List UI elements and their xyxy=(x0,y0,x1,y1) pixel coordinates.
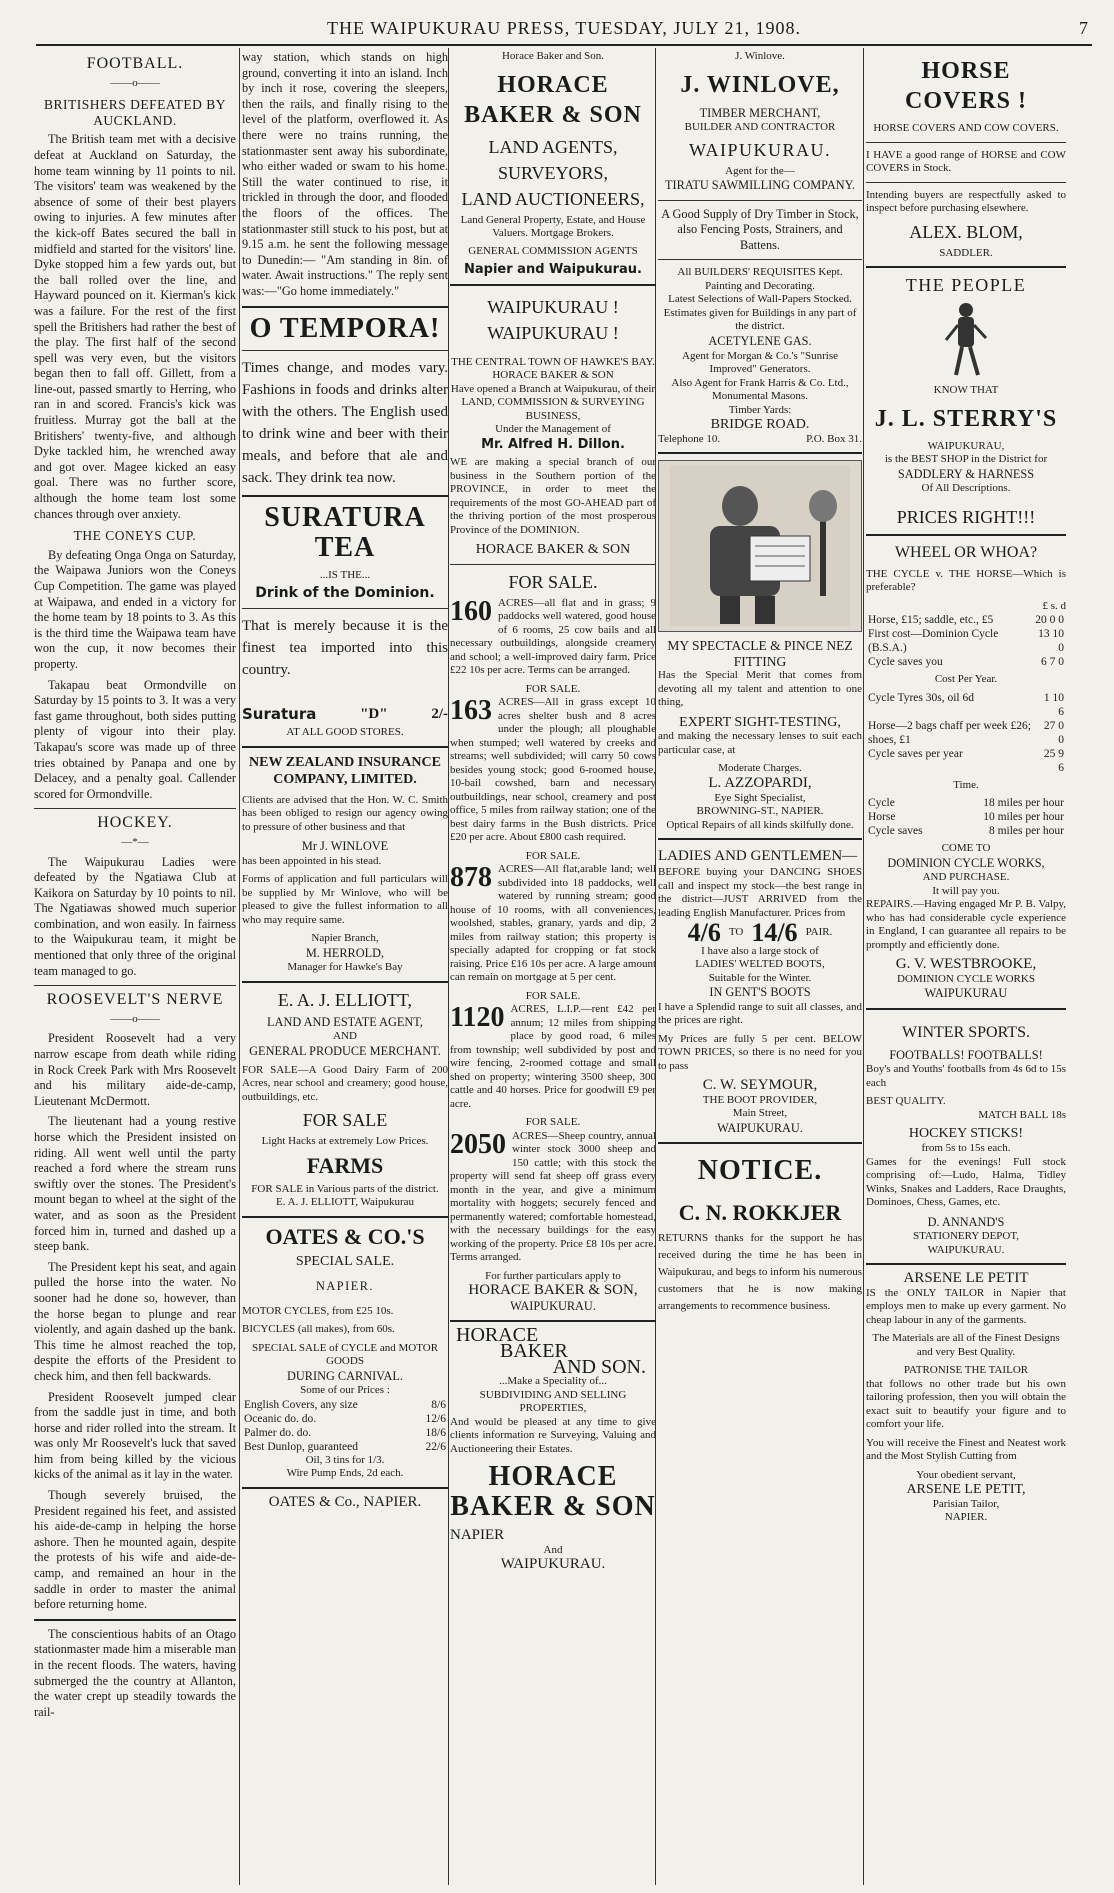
arsene-head: ARSENE LE PETIT xyxy=(903,1270,1029,1287)
hb-places: Napier and Waipukurau. xyxy=(464,262,642,277)
suratura-stores: AT ALL GOOD STORES. xyxy=(286,726,404,739)
hbs-subdiv: SUBDIVIDING AND SELLING PROPERTIES, xyxy=(479,1388,627,1415)
ladies-p1: BEFORE buying your DANCING SHOES call and inspect my stock—the best range in the district—JUST ARRIVED from the leading English Manufacturer. Prices from xyxy=(658,866,862,919)
property-desc: ACRES, L.I.P.—rent £42 per annum; 12 miles from shipping place by good road, 6 miles from township; well subdivided by post and wire fencing, 2-roomed cottage and small shed on property; wintering 3500 sheep, 300 cattle and 40 horses. Price for goodwill £9 per acre. xyxy=(450,1003,656,1110)
westbrooke-town: WAIPUKURAU xyxy=(924,986,1008,1001)
annand: D. ANNAND'S xyxy=(927,1214,1005,1229)
coneys-article: By defeating Onga Onga on Saturday, the Waipawa Juniors won the Coneys Cup Competition. The game was played at Waipawa, and ended in a victory for the home team by 18 points to 3. As this is the third time the Waipawa team have won the cup, it now becomes their property. xyxy=(34,547,236,671)
winter-best: BEST QUALITY. xyxy=(866,1095,946,1108)
table-row xyxy=(866,691,1066,719)
page-number: 7 xyxy=(1079,18,1088,38)
elliott-sale: FOR SALE—A Good Dairy Farm of 200 Acres, near school and creamery; good house, outbuildings, etc. xyxy=(242,1063,448,1103)
winlove-req: All BUILDERS' REQUISITES Kept. xyxy=(677,266,843,279)
elliott-farms-sub: FOR SALE in Various parts of the district. xyxy=(251,1182,439,1195)
price-value: 22/6 xyxy=(425,1440,446,1453)
hbs3: HORACE BAKER & SON, xyxy=(468,1282,638,1299)
blom-p2: Intending buyers are respectfully asked to inspect before purchasing elsewhere. xyxy=(866,188,1066,214)
we-make: WE are making a special branch of our business in the Southern portion of the PROVINCE, in order to meet the requirements of the most GO-AHEAD part of the thriving portion of the most prosperous Province of the DOMINION. xyxy=(450,456,656,536)
wheel-cost: Cost Per Year. xyxy=(934,673,998,686)
gents-p: I have a Splendid range to suit all classes, and the prices are right. xyxy=(658,1000,862,1027)
divider xyxy=(866,534,1066,536)
nz-insurance-name: Mr J. WINLOVE xyxy=(301,839,389,854)
hb-head: HORACE BAKER & SON xyxy=(464,71,642,128)
suratura-body: That is merely because it is the finest tea imported into this country. xyxy=(242,617,448,678)
oates-napier: NAPIER. xyxy=(316,1279,374,1294)
winlove-timber: TIMBER MERCHANT, xyxy=(699,105,821,120)
time-value: 10 miles per hour xyxy=(983,811,1064,824)
stationmaster-article: The conscientious habits of an Otago stationmaster made him a miserable man in the recent floods. The waters, having submerged the the country at Allanton, the water crept up steadily towards the rail- xyxy=(34,1626,236,1719)
suratura-grade: "D" xyxy=(360,705,388,722)
winlove-tiratu: TIRATU SAWMILLING COMPANY. xyxy=(665,178,855,193)
spec-repairs: Optical Repairs of all kinds skilfully done. xyxy=(666,818,854,831)
annand-depot: STATIONERY DEPOT, xyxy=(912,1230,1020,1243)
roosevelt-heading: ROOSEVELT'S NERVE xyxy=(46,991,224,1009)
wheel-head: WHEEL OR WHOA? xyxy=(894,543,1038,561)
winlove-town: WAIPUKURAU. xyxy=(689,139,831,160)
stationmaster-continued: way station, which stands on high ground, converting it into an island. Inch by inch it rose, covering the sleepers, then the rails, and finally rising to the level of the platform, overflowed it. As there were no trains running, the stationmaster sent away his subordinate, who either waded or swam to his home. Still the water continued to rise, it trickled in through the door, and flooded the floors of the offices. The stationmaster still stuck to his post, but at 9.15 a.m. he sent the following message to Dunedin:— "Am standing in 8in. of water. Await instructions." The reply sent was:—"Go home immediately." xyxy=(242,50,448,298)
spec-head: MY SPECTACLE & PINCE NEZ FITTING xyxy=(667,638,853,669)
football-article: The British team met with a decisive defeat at Auckland on Saturday, the home team winning by 11 points to nil. The visitors' team was weakened by the absence of some of their best players owing to injuries. A few minutes after the kick-off Bates secured the ball in midfield and started for the visitors' line. Dyke stopped him a few yards out, but the ball rolled over the line, and Hayward pounced on it. Kierman's kick was a failure. For the rest of the first spell the Britishers had rather the best of the play. The first half of the second spell was very even, but the visitors began then to fall off. Gillett, from a line-out, passed smartly to Herring, who ran in and scored. Francis's kick was fruitless. Murray got the ball at the Britishers' twenty-five, and although Dyke tackled him, he wrenched away and got over. Magee kicked an easy goal. There was no further score, although the home team lost some chances through over anxiety. xyxy=(34,132,236,521)
wheel-table-2 xyxy=(866,691,1066,775)
arsene-patronise: PATRONISE THE TAILOR xyxy=(903,1364,1029,1377)
elliott-farms: FARMS xyxy=(306,1152,384,1178)
nz-insurance-p3: Forms of application and full particulars will be supplied by Mr Winlove, who will be pleased to give the fullest information to all who may require same. xyxy=(242,873,448,926)
column-2 xyxy=(242,50,448,1883)
winlove-morgan: Agent for Morgan & Co.'s "Sunrise Improved" Generators. xyxy=(682,349,838,376)
wheel-repairs: REPAIRS.—Having engaged Mr P. B. Valpy, who has had considerable cycle experience in England, I can guarantee all repairs to be promptly and efficiently done. xyxy=(866,898,1066,951)
elliott-forsale: FOR SALE xyxy=(302,1110,388,1131)
cost-item: Cycle Tyres 30s, oil 6d xyxy=(868,691,974,704)
winlove-wallpaper: Latest Selections of Wall-Papers Stocked. xyxy=(668,293,852,306)
divider xyxy=(658,452,862,454)
winlove-tel: Telephone 10. xyxy=(658,432,721,445)
seymour-town: WAIPUKURAU. xyxy=(717,1120,803,1135)
table-row xyxy=(866,824,1066,838)
blom-p1: I HAVE a good range of HORSE and COW COVERS in Stock. xyxy=(866,148,1066,174)
divider xyxy=(242,495,448,497)
arsene-name: ARSENE LE PETIT, xyxy=(906,1482,1026,1498)
hb-surveyors: SURVEYORS, xyxy=(497,162,609,183)
ladies-head: LADIES AND GENTLEMEN— xyxy=(658,848,858,865)
oates-carnival: DURING CARNIVAL. xyxy=(287,1368,403,1383)
divider xyxy=(658,838,862,840)
winlove-paint: Painting and Decorating. xyxy=(705,279,815,292)
elliott-name: E. A. J. ELLIOTT, xyxy=(277,989,413,1010)
property-desc: ACRES—All in grass except 10 acres shelter bush and 8 acres under the plough; all ploughable when stumped; well watered by creeks and streams; well subdivided; will carry 50 cows besides young stock; good 6-roomed house, 10-bail cowshed, barn and necessary outbuildings, near school, creamery and post office, 5 miles from railway station; one of the best dairy farms in the Bush districts. Price £20 per acre. About £800 cash required. xyxy=(450,696,656,844)
property-163 xyxy=(450,696,656,845)
column-divider xyxy=(863,48,864,1885)
wheel-purchase: AND PURCHASE. xyxy=(922,871,1010,884)
spec-charges: Moderate Charges. xyxy=(718,762,802,775)
divider xyxy=(866,266,1066,268)
hb-land: LAND AGENTS, xyxy=(488,136,618,157)
elliott-role2: GENERAL PRODUCE MERCHANT. xyxy=(249,1043,441,1058)
divider xyxy=(658,1142,862,1144)
column-1 xyxy=(34,50,236,1883)
westbrooke: G. V. WESTBROOKE, xyxy=(895,956,1037,973)
divider xyxy=(34,985,236,986)
cost-item: Cycle saves you xyxy=(868,656,943,669)
winlove-name: J. WINLOVE, xyxy=(680,71,840,98)
column-divider xyxy=(239,48,240,1885)
divider xyxy=(866,1263,1066,1265)
blom-role: SADDLER. xyxy=(939,246,993,259)
nz-insurance-p1: Clients are advised that the Hon. W. C. Smith has been obliged to resign our agency owing to pressure of other business and that xyxy=(242,793,448,833)
table-row xyxy=(866,796,1066,810)
notice-head: NOTICE. xyxy=(697,1155,823,1187)
winter-boys: Boy's and Youths' footballs from 4s 6d to 15s each xyxy=(866,1063,1066,1089)
rokkjer-p: RETURNS thanks for the support he has received during the time he has been in Waipukurau, and begs to inform his numerous customers that he is now making arrangements to recommence business. xyxy=(658,1232,862,1313)
gents-prices: My Prices are fully 5 per cent. BELOW TOWN PRICES, so there is no need for you to pass xyxy=(658,1032,862,1072)
hbs-ad-1: HORACE xyxy=(456,1324,539,1347)
divider xyxy=(866,142,1066,143)
winlove-small: J. Winlove. xyxy=(735,50,785,62)
property-160 xyxy=(450,597,656,678)
cost-value: 1 10 6 xyxy=(1043,691,1064,718)
winlove-yards: Timber Yards: xyxy=(728,403,792,416)
winlove-builder: BUILDER AND CONTRACTOR xyxy=(684,121,836,134)
oates-sign: OATES & Co., NAPIER. xyxy=(268,1493,422,1510)
column-divider xyxy=(448,48,449,1885)
seymour: C. W. SEYMOUR, xyxy=(702,1077,818,1094)
divider xyxy=(242,746,448,748)
divider xyxy=(242,608,448,609)
cost-value: 25 9 6 xyxy=(1043,747,1064,774)
winlove-harris: Also Agent for Frank Harris & Co. Ltd., Monumental Masons. xyxy=(671,376,849,403)
hbs-line: HORACE BAKER & SON xyxy=(492,369,614,382)
ornament: ——o—— xyxy=(110,1012,160,1025)
winlove-estimates: Estimates given for Buildings in any part of the district. xyxy=(663,306,857,333)
time-item: Horse xyxy=(868,811,896,824)
time-item: Cycle xyxy=(868,797,895,810)
arsene-p3: that follows no other trade but his own tailoring profession, then you will obtain the exact suit to beautify your figure and to comfort your life. xyxy=(866,1377,1066,1431)
winter-head: WINTER SPORTS. xyxy=(902,1023,1030,1041)
time-value: 18 miles per hour xyxy=(983,797,1064,810)
oates-bicycles: BICYCLES (all makes), from 60s. xyxy=(242,1323,395,1336)
arsene-role: Parisian Tailor, xyxy=(932,1497,1000,1510)
seymour-role: THE BOOT PROVIDER, xyxy=(702,1093,818,1106)
price-value: 18/6 xyxy=(425,1426,446,1439)
hbs-big: HORACE BAKER & SON xyxy=(450,1461,656,1523)
winter-footballs: FOOTBALLS! FOOTBALLS! xyxy=(889,1047,1043,1062)
winter-hockey: HOCKEY STICKS! xyxy=(908,1126,1024,1142)
takapau-article: Takapau beat Ormondville on Saturday by 15 points to 3. It was a very fast game throughout, both sides putting plenty of vigour into their play. Takapau's score was made up of three tries obtained by Panapa and one by Delacey, and a penalty goal. Callender scored for Ormondville. xyxy=(34,677,236,801)
cost-value: 6 7 0 xyxy=(1041,656,1064,669)
hbs-pleased: And would be pleased at any time to give clients information re Surveying, Valuing and Auctioneering their Estates. xyxy=(450,1415,656,1455)
divider xyxy=(450,284,656,286)
arsene-p4: You will receive the Finest and Neatest work and the Most Stylish Cutting from xyxy=(866,1436,1066,1463)
sterry-know: KNOW THAT xyxy=(933,384,999,396)
divider xyxy=(450,1320,656,1322)
tempora-heading: O TEMPORA! xyxy=(249,312,441,344)
table-row xyxy=(242,1440,448,1454)
price-item: Oceanic do. do. xyxy=(244,1412,317,1425)
winlove-contact xyxy=(658,433,862,447)
price-item: English Covers, any size xyxy=(244,1398,358,1411)
hb-small: Horace Baker and Son. xyxy=(501,50,605,62)
wheel-lsd: £ s. d xyxy=(1042,599,1066,612)
ladies-price-row xyxy=(658,918,862,948)
divider xyxy=(242,1216,448,1218)
hbs-wk: WAIPUKURAU. xyxy=(500,1556,606,1573)
annand-town: WAIPUKURAU. xyxy=(927,1243,1005,1256)
divider xyxy=(242,981,448,983)
masthead-rule xyxy=(36,44,1092,46)
column-5 xyxy=(866,50,1066,1883)
property-2050 xyxy=(450,1130,656,1265)
blom-head: HORSE COVERS ! xyxy=(904,58,1027,114)
oates-special: SPECIAL SALE of CYCLE and MOTOR GOODS xyxy=(251,1341,439,1368)
table-row xyxy=(242,1426,448,1440)
sterry-saddlery: SADDLERY & HARNESS xyxy=(897,466,1035,481)
rokkjer: C. N. ROKKJER xyxy=(678,1200,842,1226)
oates-heading: OATES & CO.'S xyxy=(265,1223,425,1249)
hb-auction: LAND AUCTIONEERS, xyxy=(461,188,645,209)
ladies-winter: Suitable for the Winter. xyxy=(708,971,812,984)
divider xyxy=(866,182,1066,183)
nz-insurance-manager: M. HERROLD, xyxy=(305,945,385,960)
for-sale-4: FOR SALE. xyxy=(525,989,581,1002)
table-row xyxy=(866,613,1066,627)
table-row xyxy=(866,747,1066,775)
sterry-best: is the BEST SHOP in the District for xyxy=(884,453,1048,465)
gents-heading: IN GENT'S BOOTS xyxy=(709,985,811,1000)
table-row xyxy=(866,627,1066,655)
suratura-heading: SURATURA TEA xyxy=(264,501,426,563)
wheel-come: COME TO xyxy=(941,842,991,855)
cost-value: 13 10 0 xyxy=(1038,628,1064,655)
wheel-p: THE CYCLE v. THE HORSE—Which is preferable? xyxy=(866,567,1066,594)
hbs-ad-2: BAKER xyxy=(500,1340,568,1363)
for-sale-2: FOR SALE. xyxy=(525,682,581,695)
arsene-p1: IS the ONLY TAILOR in Napier that employs men to make up every garment. No cheap labour in any of the garments. xyxy=(866,1286,1066,1326)
table-row xyxy=(242,1412,448,1426)
ladies-to: TO xyxy=(728,926,744,939)
table-row xyxy=(866,719,1066,747)
hbs-ad-3: AND SON. xyxy=(552,1355,646,1378)
wheel-table-3 xyxy=(866,796,1066,838)
oates-sub: SPECIAL SALE. xyxy=(295,1253,395,1269)
further: For further particulars apply to xyxy=(485,1269,621,1282)
winlove-gas: ACETYLENE GAS. xyxy=(708,333,812,348)
arsene-town: NAPIER. xyxy=(944,1511,988,1524)
divider xyxy=(450,564,656,565)
seymour-st: Main Street, xyxy=(732,1107,788,1120)
sterry-prices: PRICES RIGHT!!! xyxy=(896,506,1036,527)
table-row xyxy=(866,810,1066,824)
coneys-heading: THE CONEYS CUP. xyxy=(73,528,197,544)
divider xyxy=(242,306,448,308)
nz-insurance-branch: Napier Branch, xyxy=(311,932,379,945)
elliott-role: LAND AND ESTATE AGENT, xyxy=(267,1014,423,1029)
waipukurau-1: WAIPUKURAU ! xyxy=(487,296,619,317)
property-desc: ACRES—All flat,arable land; well subdivided into 18 paddocks, well watered by running stream; good house of 10 rooms, with all conveniences, woolshed, stables, granary, yards and dip, 2 miles from railway station; this property is specially adapted for cropping or fat stock raising. Price £16 10s per acre. A large amount can remain on mortgage at 5 per cent. xyxy=(450,863,656,984)
column-3 xyxy=(450,50,656,1883)
roosevelt-p4: President Roosevelt jumped clear from the saddle just in time, and both horse and rider rolled into the stream. It was only Mr Roosevelt's luck that saved him from being killed by the vicious kicks of the animal as it lay in the water. xyxy=(34,1389,236,1482)
table-row xyxy=(866,655,1066,669)
roosevelt-p3: The President kept his seat, and again pulled the horse into the water. No sooner had he done so, however, than the horse began to plunge and rear violently, and again dashed up the bank. This time he almost reached the top, despite the efforts of the President to check him, and then fell backwards. xyxy=(34,1259,236,1383)
central-town: THE CENTRAL TOWN OF HAWKE'S BAY. xyxy=(451,355,655,368)
football-subheading: BRITISHERS DEFEATED BY AUCKLAND. xyxy=(43,97,226,128)
sterry-name: J. L. STERRY'S xyxy=(874,405,1058,432)
acreage-number: 878 xyxy=(450,862,492,894)
sterry-people: THE PEOPLE xyxy=(905,275,1027,295)
spec-p1: Has the Special Merit that comes from devoting all my talent and attention to one thing, xyxy=(658,669,862,709)
tempora-body: Times change, and modes vary. Fashions in foods and drinks alter with the others. The English used to drink wine and beer with their meals, and before that ale and sack. They drink tea now. xyxy=(242,359,448,486)
time-item: Cycle saves xyxy=(868,825,923,838)
nz-insurance-role: Manager for Hawke's Bay xyxy=(287,961,403,974)
oates-price-table xyxy=(242,1398,448,1454)
cost-item: Horse, £15; saddle, etc., £5 xyxy=(868,614,994,627)
branch-line: Have opened a Branch at Waipukurau, of their xyxy=(450,382,656,395)
elliott-and: AND xyxy=(333,1030,357,1043)
hbs-speciality: ...Make a Speciality of... xyxy=(499,1375,607,1388)
suratura-brand: Suratura xyxy=(242,704,317,723)
ladies-welted: LADIES' WELTED BOOTS, xyxy=(695,958,825,971)
nz-insurance-title: NEW ZEALAND INSURANCE COMPANY, LIMITED. xyxy=(249,754,441,787)
hbs-napier: NAPIER xyxy=(450,1527,505,1544)
hbs-and: And xyxy=(543,1543,563,1556)
cost-value: 27 0 0 xyxy=(1043,719,1064,746)
sterry-town: WAIPUKURAU, xyxy=(927,439,1005,452)
masthead-title: THE WAIPUKURAU PRESS, TUESDAY, JULY 21, 1908. xyxy=(327,18,801,38)
divider xyxy=(866,1008,1066,1010)
wheel-works: DOMINION CYCLE WORKS, xyxy=(887,855,1045,870)
cost-value: 20 0 0 xyxy=(1035,614,1064,627)
winlove-po: P.O. Box 31. xyxy=(806,432,862,445)
cost-item: First cost—Dominion Cycle (B.S.A.) xyxy=(868,628,999,655)
man-walking-illustration xyxy=(931,300,1001,380)
winter-games: Games for the evenings! Full stock comprising of:—Ludo, Halma, Tidley Winks, Snakes and Ladders, Race Draughts, Dominoes, Chess, Games, etc. xyxy=(866,1155,1066,1209)
oates-oil: Oil, 3 tins for 1/3. xyxy=(305,1453,385,1466)
elliott-sign: E. A. J. ELLIOTT, Waipukurau xyxy=(275,1196,414,1209)
time-value: 8 miles per hour xyxy=(988,825,1064,838)
man-walking-icon xyxy=(936,300,996,380)
suratura-drink: Drink of the Dominion. xyxy=(255,585,435,601)
price-item: Palmer do. do. xyxy=(244,1426,312,1439)
property-desc: ACRES—Sheep country, annual winter stock 3000 sheep and 150 cattle; with this stock the property will send fat sheep off grass every month in the year, and give a minimum mortality with hoggets; securely fenced and permanently watered; comfortable homestead, with the necessary buildings for the easy working of the property. Price £8 10s per acre. Terms arranged. xyxy=(450,1129,656,1264)
hbs2: HORACE BAKER & SON xyxy=(475,542,631,558)
price-value: 12/6 xyxy=(425,1412,446,1425)
winlove-supply: A Good Supply of Dry Timber in Stock, also Fencing Posts, Strainers, and Battens. xyxy=(661,206,859,252)
waipukurau-2: WAIPUKURAU ! xyxy=(487,322,619,343)
property-desc: ACRES—all flat and in grass; 9 paddocks well watered, good house of 6 rooms, 25 cow bails and all necessary outbuildings, alongside creamery and school; a well-improved dairy farm. Price £22 10s per acre. Terms can be arranged. xyxy=(450,596,656,677)
wheel-pay: It will pay you. xyxy=(932,884,1000,897)
ladies-price1: 4/6 xyxy=(687,918,721,948)
hockey-article: The Waipukurau Ladies were defeated by the Ngatiawa Club at Kaikora on Saturday by 10 points to nil. The Ngatiawas showed much superior combination, and won easily. In fairness to the Waipukurau team, it might be mentioned that only three of the original team managed to go. xyxy=(34,854,236,978)
wk3: WAIPUKURAU. xyxy=(510,1298,596,1313)
acreage-number: 2050 xyxy=(450,1128,506,1160)
hockey-heading: HOCKEY. xyxy=(97,814,173,832)
nz-insurance-p2: has been appointed in his stead. xyxy=(242,854,382,867)
hb-general: GENERAL COMMISSION AGENTS xyxy=(468,244,638,257)
acreage-number: 1120 xyxy=(450,1002,505,1034)
winter-match: MATCH BALL 18s xyxy=(978,1108,1066,1121)
suratura-price: 2/- xyxy=(431,705,448,722)
divider xyxy=(658,200,862,201)
wheel-table-1 xyxy=(866,613,1066,669)
for-sale-heading: FOR SALE. xyxy=(508,571,598,592)
roosevelt-p1: President Roosevelt had a very narrow escape from death while riding in Rock Creek Park with Mrs Roosevelt and his military aide-de-camp, Lieutenant McDermott. xyxy=(34,1031,236,1108)
branch-line2: LAND, COMMISSION & SURVEYING BUSINESS, xyxy=(461,396,645,422)
divider xyxy=(34,1619,236,1621)
arsene-p2: The Materials are all of the Finest Designs and very Best Quality. xyxy=(872,1332,1060,1358)
arsene-obedient: Your obedient servant, xyxy=(916,1468,1016,1481)
masthead xyxy=(36,14,1092,40)
ornament: —*— xyxy=(121,835,149,848)
divider xyxy=(242,1487,448,1489)
price-item: Best Dunlop, guaranteed xyxy=(244,1440,359,1453)
winter-hockey-price: from 5s to 15s each. xyxy=(921,1142,1011,1155)
blom-sub: HORSE COVERS AND COW COVERS. xyxy=(873,122,1059,134)
spec-p2: and making the necessary lenses to suit each particular case, at xyxy=(658,730,862,756)
suratura-is: ...IS THE... xyxy=(319,568,371,581)
oates-prices-head: Some of our Prices : xyxy=(300,1384,390,1397)
man-reading-icon xyxy=(670,466,850,626)
cost-item: Cycle saves per year xyxy=(868,747,963,760)
oates-motor: MOTOR CYCLES, from £25 10s. xyxy=(242,1304,394,1317)
suratura-price-row xyxy=(242,704,448,723)
roosevelt-p5: Though severely bruised, the President regained his feet, and assisted his aide-de-camp in helping the horse ashore. Then he mounted again, despite the protests of his wife and aide-de-camp, and remained an hour in the saddle in order to master the animal before returning home. xyxy=(34,1488,236,1612)
blom-name: ALEX. BLOM, xyxy=(909,221,1023,242)
acreage-number: 160 xyxy=(450,595,492,627)
divider xyxy=(34,808,236,809)
hb-valuers: Land General Property, Estate, and House Valuers. Mortgage Brokers. xyxy=(460,213,646,239)
spec-expert: EXPERT SIGHT-TESTING, xyxy=(679,714,841,730)
winlove-agent: Agent for the— xyxy=(725,164,795,177)
spec-eye: Eye Sight Specialist, xyxy=(714,791,806,804)
elliott-hacks: Light Hacks at extremely Low Prices. xyxy=(261,1135,429,1148)
table-row xyxy=(242,1398,448,1412)
spectacle-illustration xyxy=(658,460,862,632)
property-878 xyxy=(450,863,656,985)
for-sale-3: FOR SALE. xyxy=(525,849,581,862)
property-1120 xyxy=(450,1003,656,1111)
for-sale-5: FOR SALE. xyxy=(525,1116,581,1129)
roosevelt-p2: The lieutenant had a young restive horse which the President insisted on riding. All went well until the party reached a ford where the stream runs swiftly over the stones. The President's mount began to wheel at the sight of the water, and as soon as the President forced him in, turned and dashed up a steep bank. xyxy=(34,1114,236,1254)
management: Under the Management of xyxy=(495,423,611,436)
ladies-price2: 14/6 xyxy=(751,918,798,948)
westbrooke-works: DOMINION CYCLE WORKS xyxy=(897,972,1035,985)
oates-wire: Wire Pump Ends, 2d each. xyxy=(286,1467,404,1480)
spec-name: L. AZZOPARDI, xyxy=(708,774,812,791)
dillon: Mr. Alfred H. Dillon. xyxy=(481,436,625,452)
ladies-stock: I have also a large stock of xyxy=(701,944,819,957)
wheel-time: Time. xyxy=(953,778,979,791)
winlove-bridge: BRIDGE ROAD. xyxy=(710,417,810,433)
acreage-number: 163 xyxy=(450,695,492,727)
price-value: 8/6 xyxy=(431,1398,446,1411)
divider xyxy=(242,350,448,351)
football-heading: FOOTBALL. xyxy=(86,55,184,72)
column-4 xyxy=(658,50,862,1883)
ornament: ——o—— xyxy=(110,76,160,89)
spec-addr: BROWNING-ST., NAPIER. xyxy=(696,805,824,818)
sterry-desc: Of All Descriptions. xyxy=(921,482,1011,495)
cost-item: Horse—2 bags chaff per week £26; shoes, £1 xyxy=(868,719,1031,746)
divider xyxy=(658,259,862,260)
ladies-pair: PAIR. xyxy=(805,926,833,939)
